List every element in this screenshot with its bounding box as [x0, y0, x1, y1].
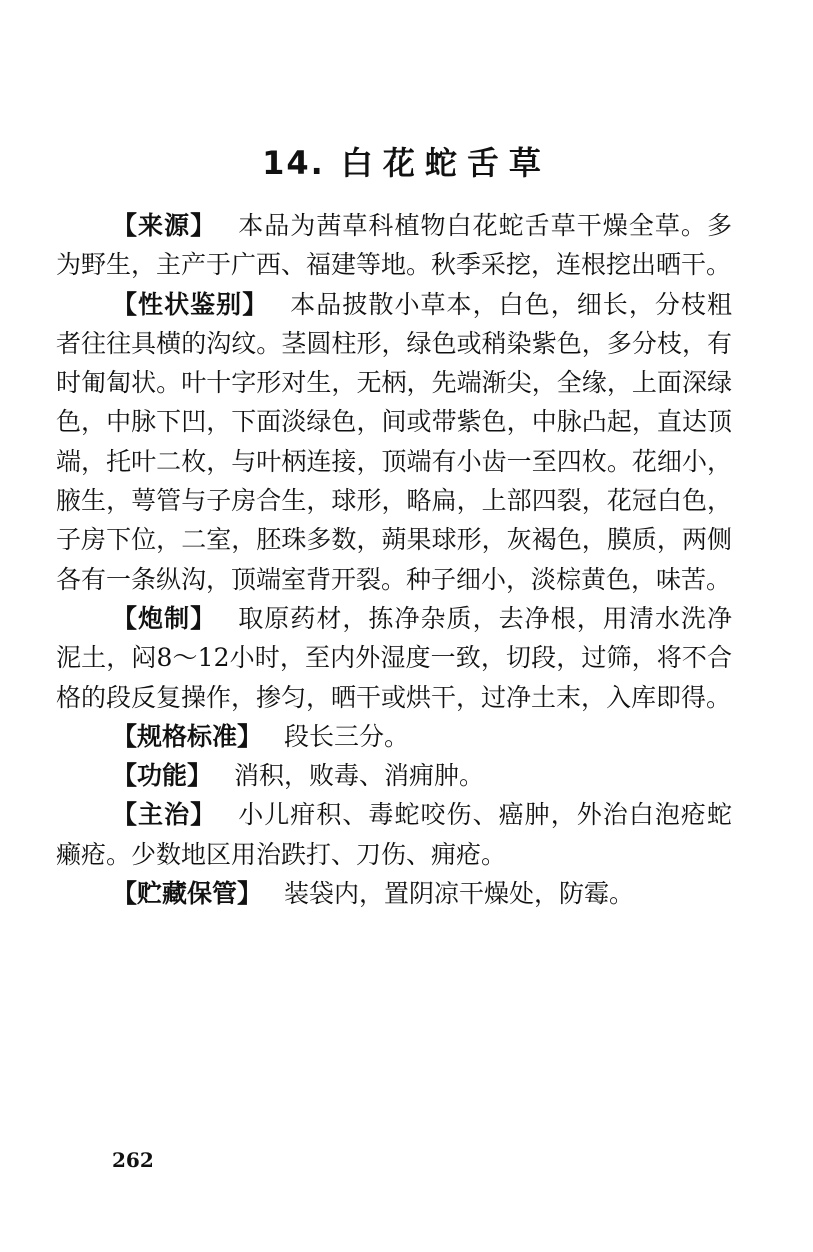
- section-function: [56, 756, 732, 795]
- section-label: 【贮藏保管】: [112, 879, 263, 909]
- section-text: 消积，败毒、消痈肿。: [234, 761, 485, 791]
- section-label: 【主治】: [112, 800, 217, 830]
- section-label: 【功能】: [112, 761, 213, 791]
- section-label: 【来源】: [112, 211, 217, 240]
- section-text: 小儿疳积、毒蛇咬伤、癌肿，外治白泡疮蛇癞疮。少数地区用治跌打、刀伤、痈疮。: [56, 800, 732, 869]
- section-text: 本品披散小草本，白色，细长，分枝粗者往往具横的沟纹。茎圆柱形，绿色或稍染紫色，多分枝，有时匍匐状。叶十字形对生，无柄，先端渐尖，全缘，上面深绿色，中脉下凹，下面淡绿色，间或带紫色，中脉凸起，直达顶端，托叶二枚，与叶柄连接，顶端有小齿一至四枚。花细小，腋生，萼管与子房合生，球形，略扁，上部四裂，花冠白色，子房下位，二室，胚珠多数，蒴果球形，灰褐色，膜质，两侧各有一条纵沟，顶端室背开裂。种子细小，淡棕黄色，味苦。: [56, 289, 732, 594]
- section-text: 段长三分。: [284, 721, 410, 751]
- section-source: [56, 206, 732, 285]
- section-text: 取原药材，拣净杂质，去净根，用清水洗净泥土，闷8～12小时，至内外湿度一致，切段，过筛，将不合格的段反复操作，掺匀，晒干或烘干，过净土末，入库即得。: [56, 603, 732, 712]
- section-text: 装袋内，置阴凉干燥处，防霉。: [284, 879, 635, 909]
- page-body: [56, 206, 732, 913]
- section-label: 【规格标准】: [112, 721, 263, 751]
- page-number: 262: [112, 1148, 154, 1172]
- section-storage: [56, 874, 732, 913]
- title-text: 白花蛇舌草: [340, 144, 551, 182]
- section-text: 本品为茜草科植物白花蛇舌草干燥全草。多为野生，主产于广西、福建等地。秋季采挖，连根挖出晒干。: [56, 211, 732, 280]
- section-label: 【炮制】: [112, 603, 217, 633]
- title-number: 14.: [262, 144, 325, 182]
- section-identification: [56, 285, 732, 599]
- section-specification: [56, 717, 732, 756]
- section-processing: [56, 599, 732, 717]
- section-label: 【性状鉴别】: [112, 289, 269, 319]
- page-title: [0, 138, 813, 184]
- section-indications: [56, 795, 732, 874]
